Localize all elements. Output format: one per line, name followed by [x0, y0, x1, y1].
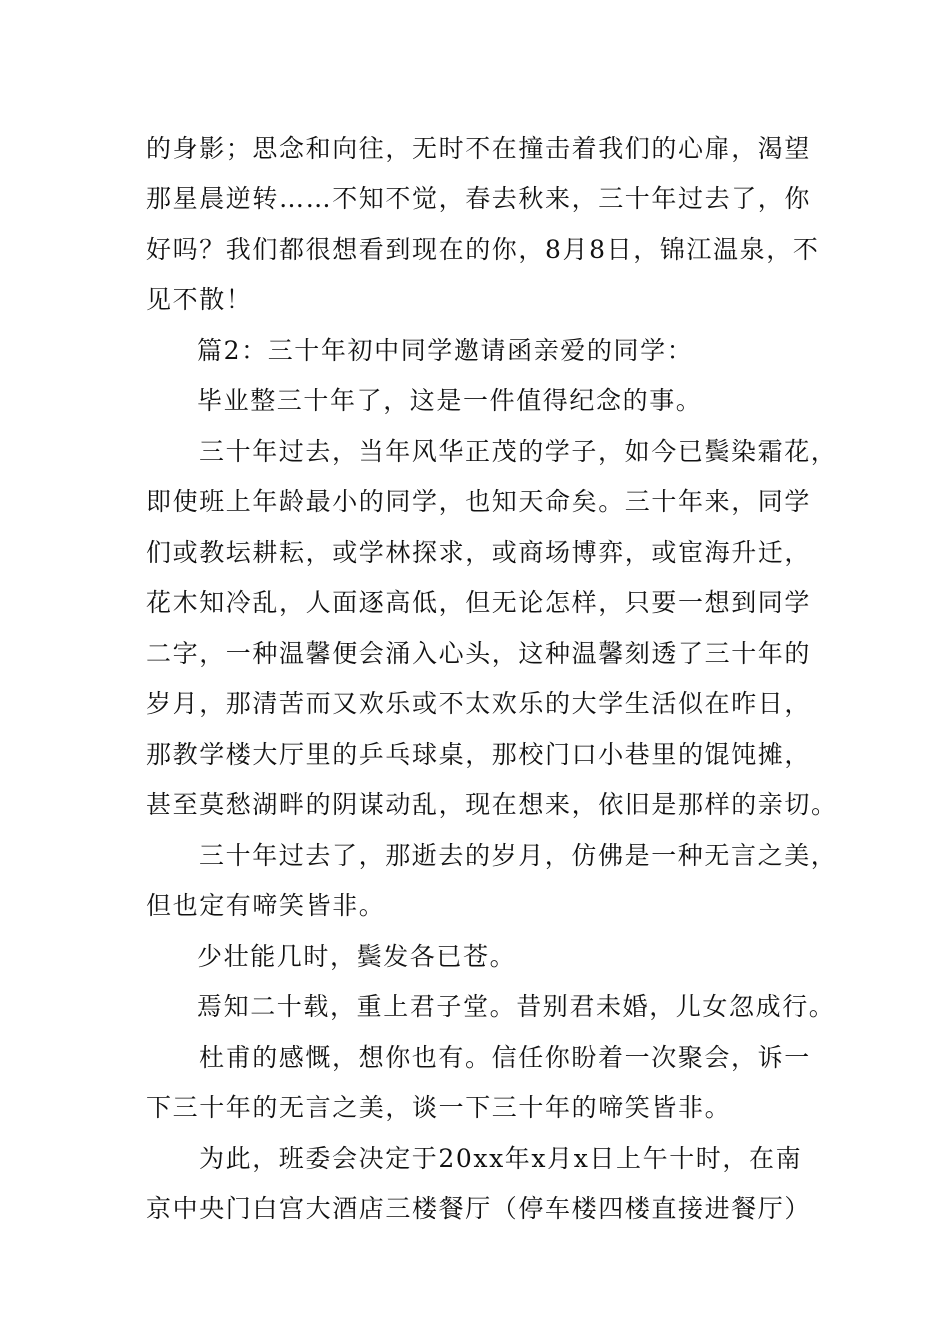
- text-line: 即使班上年龄最小的同学，也知天命矣。三十年来，同学: [146, 487, 812, 516]
- paragraph-first-line: 为此，班委会决定于20xx年x月x日上午十时，在南: [199, 1144, 803, 1173]
- text-line: 那教学楼大厅里的乒乓球桌，那校门口小巷里的馄饨摊，: [146, 740, 812, 769]
- text-line: 二字，一种温馨便会涌入心头，这种温馨刻透了三十年的: [146, 639, 812, 668]
- paragraph-first-line: 杜甫的感慨，想你也有。信任你盼着一次聚会，诉一: [199, 1043, 811, 1072]
- text-line: 的身影；思念和向往，无时不在撞击着我们的心扉，渴望: [146, 134, 812, 163]
- paragraph-first-line: 三十年过去了，那逝去的岁月，仿佛是一种无言之美，: [199, 841, 838, 870]
- text-line: 好吗？我们都很想看到现在的你，8月8日，锦江温泉，不: [146, 235, 820, 264]
- paragraph-first-line: 毕业整三十年了，这是一件值得纪念的事。: [197, 386, 703, 415]
- paragraph-first-line: 三十年过去，当年风华正茂的学子，如今已鬓染霜花，: [199, 437, 838, 466]
- text-line: 甚至莫愁湖畔的阴谋动乱，现在想来，依旧是那样的亲切。: [146, 790, 838, 819]
- text-line: 岁月，那清苦而又欢乐或不太欢乐的大学生活似在昨日，: [146, 689, 812, 718]
- text-line: 下三十年的无言之美，谈一下三十年的啼笑皆非。: [146, 1093, 732, 1122]
- poem-line: 焉知二十载，重上君子堂。昔别君未婚，儿女忽成行。: [197, 992, 836, 1021]
- text-line: 花木知冷乱，人面逐高低，但无论怎样，只要一想到同学: [146, 588, 812, 617]
- section-heading: 篇2：三十年初中同学邀请函亲爱的同学：: [197, 336, 694, 365]
- text-line: 那星晨逆转……不知不觉，春去秋来，三十年过去了，你: [146, 184, 812, 213]
- poem-line: 少壮能几时，鬓发各已苍。: [197, 942, 517, 971]
- text-line: 见不散！: [146, 285, 253, 314]
- text-line: 但也定有啼笑皆非。: [146, 891, 386, 920]
- text-line: 们或教坛耕耘，或学林探求，或商场博弈，或宦海升迁，: [146, 538, 812, 567]
- text-line: 京中央门白宫大酒店三楼餐厅（停车楼四楼直接进餐厅）: [146, 1194, 812, 1223]
